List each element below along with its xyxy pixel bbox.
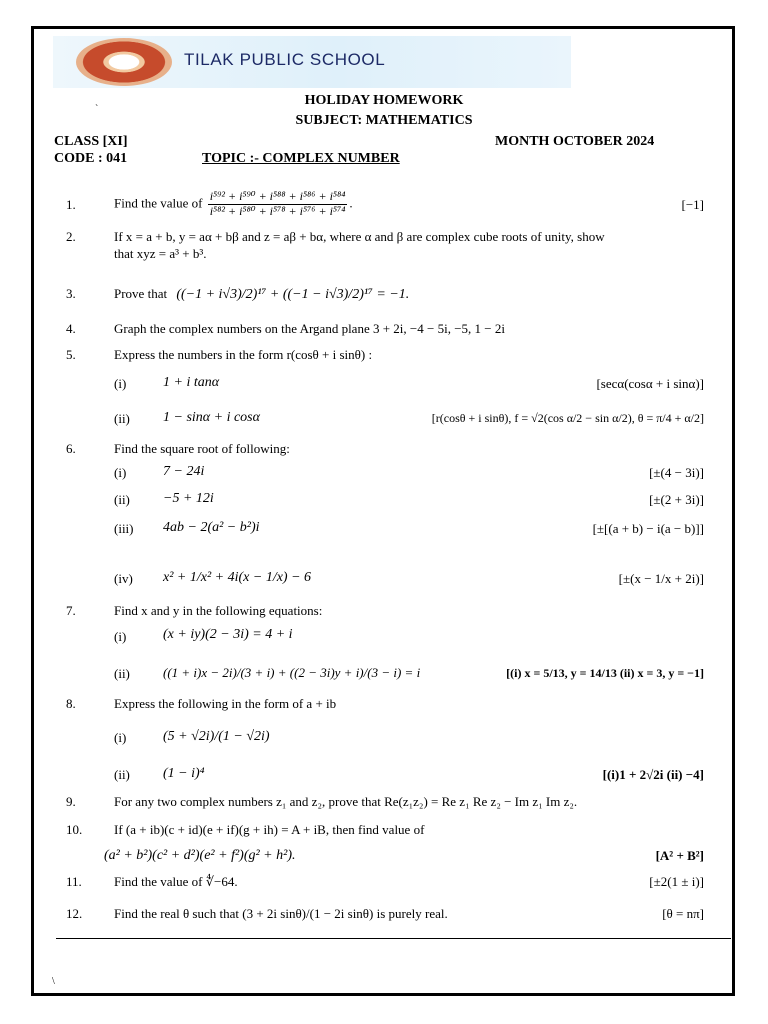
school-name: TILAK PUBLIC SCHOOL (184, 50, 386, 69)
question-number: 5. (66, 347, 76, 362)
part-label: (i) (114, 730, 127, 745)
question-number: 4. (66, 321, 76, 336)
question-number: 12. (66, 906, 83, 921)
question-10-line2: (a² + b²)(c² + d²)(e² + f²)(g² + h²). (104, 848, 296, 863)
part-label: (iii) (114, 521, 134, 536)
question-text: Prove that (114, 286, 168, 301)
question-number: 2. (66, 229, 76, 244)
footer-rule (56, 938, 731, 939)
stray-mark: ` (95, 104, 99, 115)
part-answer: [r(cosθ + i sinθ), f = √2(cos α/2 − sin α/2), θ = π/4 + α/2] (431, 411, 704, 425)
question-number: 10. (66, 822, 83, 837)
question-10-line1: If (a + ib)(c + id)(e + if)(g + ih) = A + iB, then find value of (114, 822, 425, 837)
part-answer: [secα(cosα + i sinα)] (596, 376, 704, 391)
question-2-line1: If x = a + b, y = aα + bβ and z = aβ + bα, where α and β are complex cube roots of unity, show (114, 229, 605, 244)
part-answer: [±(4 − 3i)] (649, 465, 704, 480)
part-label: (ii) (114, 767, 130, 782)
part-expression: (5 + √2i)/(1 − √2i) (163, 729, 270, 744)
question-11: Find the value of ∜−64. (114, 874, 238, 889)
part-expression: ((1 + i)x − 2i)/(3 + i) + ((2 − 3i)y + i)/(3 − i) = i (163, 665, 421, 680)
code-label: CODE : 041 (54, 151, 128, 166)
month-label: MONTH OCTOBER 2024 (495, 134, 655, 149)
part-answer: [±(2 + 3i)] (649, 492, 704, 507)
question-8: Express the following in the form of a + ib (114, 696, 337, 711)
question-3 (114, 286, 409, 303)
answer-1: [−1] (681, 197, 704, 212)
question-number: 1. (66, 197, 76, 212)
fraction-expression (208, 190, 348, 219)
part-label: (ii) (114, 411, 130, 426)
part-expression: 7 − 24i (163, 464, 205, 479)
question-2-line2: that xyz = a³ + b³. (114, 246, 207, 261)
class-label: CLASS [XI] (54, 134, 128, 149)
part-expression: (x + iy)(2 − 3i) = 4 + i (163, 627, 293, 642)
part-expression: 1 − sinα + i cosα (163, 410, 260, 425)
question-text: Find the value of (114, 195, 203, 211)
question-number: 8. (66, 696, 76, 711)
part-answer: [±[(a + b) − i(a − b)]] (592, 521, 704, 536)
part-expression: −5 + 12i (163, 491, 214, 506)
part-expression: 4ab − 2(a² − b²)i (163, 520, 260, 535)
question-5: Express the numbers in the form r(cosθ + i sinθ) : (114, 347, 373, 362)
topic-label: TOPIC :- COMPLEX NUMBER (202, 151, 400, 166)
part-label: (ii) (114, 492, 130, 507)
answer-8: [(i)1 + 2√2i (ii) −4] (602, 767, 704, 782)
subject-line: SUBJECT: MATHEMATICS (295, 113, 473, 128)
question-12: Find the real θ such that (3 + 2i sinθ)/(1 − 2i sinθ) is purely real. (114, 906, 448, 921)
part-label: (ii) (114, 666, 130, 681)
part-expression: 1 + i tanα (163, 375, 220, 390)
part-label: (i) (114, 376, 127, 391)
question-6: Find the square root of following: (114, 441, 290, 456)
part-answer: [±(x − 1/x + 2i)] (618, 571, 704, 586)
school-seal-icon (76, 38, 172, 86)
question-4: Graph the complex numbers on the Argand plane 3 + 2i, −4 − 5i, −5, 1 − 2i (114, 321, 505, 336)
question-9: For any two complex numbers z₁ and z₂, prove that Re(z₁z₂) = Re z₁ Re z₂ − Im z₁ Im z₂. (114, 794, 578, 809)
answer-10: [A² + B²] (655, 848, 704, 863)
part-label: (iv) (114, 571, 133, 586)
answer-11: [±2(1 ± i)] (649, 874, 704, 889)
question-1: Find the value of $\frac{\text{i⁵⁹² + i⁵⁹⁰ + i⁵⁸⁸ + i⁵⁸⁶ + i⁵⁸⁴}}{\text{i⁵⁸² + i⁵⁸⁰ + i⁵⁷⁸ + i⁵⁷⁶ + i⁵⁷⁴}}$ . (114, 189, 353, 218)
question-number: 11. (66, 874, 82, 889)
denominator: i⁵⁸² + i⁵⁸⁰ + i⁵⁷⁸ + i⁵⁷⁶ + i⁵⁷⁴ (209, 203, 346, 218)
proof-expression: ((−1 + i√3)/2)¹⁷ + ((−1 − i√3)/2)¹⁷ = −1. (176, 287, 410, 302)
part-label: (i) (114, 465, 127, 480)
answer-7: [(i) x = 5/13, y = 14/13 (ii) x = 3, y = −1] (506, 666, 704, 680)
numerator: i⁵⁹² + i⁵⁹⁰ + i⁵⁸⁸ + i⁵⁸⁶ + i⁵⁸⁴ (209, 189, 346, 203)
part-expression: (1 − i)⁴ (163, 766, 205, 781)
part-label: (i) (114, 629, 127, 644)
question-7: Find x and y in the following equations: (114, 603, 323, 618)
question-number: 9. (66, 794, 76, 809)
question-number: 3. (66, 286, 76, 301)
part-expression: x² + 1/x² + 4i(x − 1/x) − 6 (163, 570, 312, 585)
question-number: 7. (66, 603, 76, 618)
answer-12: [θ = nπ] (662, 906, 704, 921)
question-number: 6. (66, 441, 76, 456)
page-title: HOLIDAY HOMEWORK (304, 93, 464, 108)
footer-mark: \ (52, 976, 55, 987)
